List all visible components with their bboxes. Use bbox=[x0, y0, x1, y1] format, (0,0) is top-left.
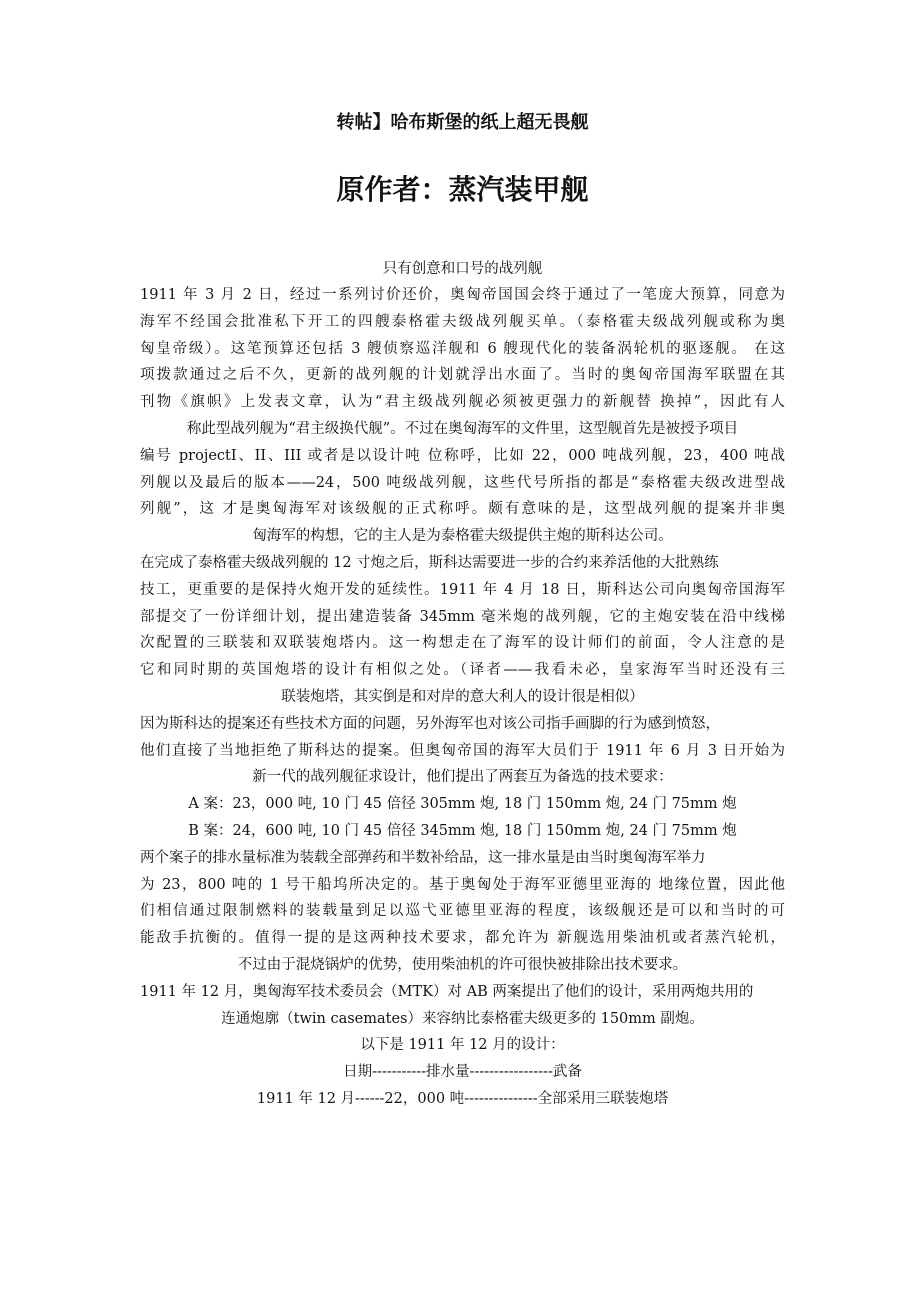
section-subtitle: 只有创意和口号的战列舰 bbox=[382, 261, 543, 277]
text-line: 它和同时期的英国炮塔的设计有相似之处。（译者——我看未必，皇家海军当时还没有三 bbox=[140, 662, 785, 679]
text-line: 1911 年 12 月，奥匈海军技术委员会（MTK）对 AB 两案提出了他们的设计，采用两炮共用的 bbox=[140, 983, 754, 1000]
text-line: 连通炮廓（twin casemates）来容纳比泰格霍夫级更多的 150mm 副炮。 bbox=[221, 1010, 704, 1027]
author-heading: 原作者：蒸汽装甲舰 bbox=[336, 173, 589, 206]
text-line: 不过由于混烧锅炉的优势，使用柴油机的许可很快被排除出技术要求。 bbox=[237, 956, 688, 973]
text-line: 能敌手抗衡的。值得一提的是这两种技术要求，都允许为 新舰选用柴油机或者蒸汽轮机， bbox=[140, 930, 785, 947]
table-row: 1911 年 12 月------22，000 吨---------------全部采用三联装炮塔 bbox=[256, 1090, 669, 1107]
table-intro: 以下是 1911 年 12 月的设计： bbox=[360, 1037, 565, 1054]
plan-b-line: B 案：24，600 吨, 10 门 45 倍径 345mm 炮, 18 门 150mm 炮, 24 门 75mm 炮 bbox=[188, 822, 737, 839]
text-line: 联装炮塔，其实倒是和对岸的意大利人的设计很是相似） bbox=[281, 688, 644, 705]
design-table bbox=[140, 1032, 785, 1112]
paragraph-1 bbox=[140, 282, 785, 550]
document-body bbox=[140, 108, 785, 1113]
plan-a-line: A 案：23，000 吨, 10 门 45 倍径 305mm 炮, 18 门 150mm 炮, 24 门 75mm 炮 bbox=[188, 796, 737, 813]
text-line: 匈海军的构想，它的主人是为泰格霍夫级提供主炮的斯科达公司。 bbox=[252, 528, 673, 545]
text-line: 部提交了一份详细计划，提出建造装备 345mm 毫米炮的战列舰，它的主炮安装在沿中线梯 bbox=[140, 608, 785, 625]
text-line: 因为斯科达的提案还有些技术方面的问题，另外海军也对该公司指手画脚的行为感到愤怒， bbox=[140, 715, 720, 732]
text-line: 为 23，800 吨的 1 号干船坞所决定的。基于奥匈处于海军亚德里亚海的 地缘位置，因此他 bbox=[140, 876, 785, 893]
text-line: 新一代的战列舰征求设计，他们提出了两套互为备选的技术要求： bbox=[252, 769, 673, 786]
text-line: 他们直接了当地拒绝了斯科达的提案。但奥匈帝国的海军大员们于 1911 年 6 月 3 日开始为 bbox=[140, 742, 785, 759]
text-line: 编号 projectI、II、III 或者是以设计吨 位称呼，比如 22，000 吨战列舰，23，400 吨战 bbox=[140, 447, 785, 464]
text-line: 们相信通过限制燃料的装载量到足以巡弋亚德里亚海的程度，该级舰还是可以和当时的可 bbox=[140, 903, 785, 920]
paragraph-4 bbox=[140, 845, 785, 979]
text-line: 海军不经国会批准私下开工的四艘泰格霍夫级战列舰买单。（泰格霍夫级战列舰或称为奥 bbox=[140, 313, 785, 330]
text-line: 匈皇帝级）。这笔预算还包括 3 艘侦察巡洋舰和 6 艘现代化的装备涡轮机的驱逐舰。 在这 bbox=[140, 340, 785, 357]
text-line: 列舰以及最后的版本——24，500 吨级战列舰，这些代号所指的都是“泰格霍夫级改进型战 bbox=[140, 474, 785, 491]
text-line: 1911 年 3 月 2 日，经过一系列讨价还价，奥匈帝国国会终于通过了一笔庞大预算，同意为 bbox=[140, 287, 785, 303]
text-line: 称此型战列舰为“君主级换代舰”。不过在奥匈海军的文件里，这型舰首先是被授予项目 bbox=[186, 420, 739, 437]
article-title: 转帖】哈布斯堡的纸上超无畏舰 bbox=[336, 112, 589, 133]
text-line: 技工，更重要的是保持火炮开发的延续性。1911 年 4 月 18 日，斯科达公司向奥匈帝国海军 bbox=[140, 581, 785, 598]
paragraph-2 bbox=[140, 550, 785, 711]
text-line: 列舰”，这 才是奥匈海军对该级舰的正式称呼。颇有意味的是，这型战列舰的提案并非奥 bbox=[140, 501, 785, 518]
text-line: 刊物《旗帜》上发表文章，认为“君主级战列舰必须被更强力的新舰替 换掉”，因此有人 bbox=[140, 394, 785, 411]
paragraph-5 bbox=[140, 979, 785, 1033]
paragraph-3 bbox=[140, 711, 785, 791]
requirements-list bbox=[140, 791, 785, 845]
text-line: 项拨款通过之后不久，更新的战列舰的计划就浮出水面了。当时的奥匈帝国海军联盟在其 bbox=[140, 367, 785, 384]
text-line: 次配置的三联装和双联装炮塔内。这一构想走在了海军的设计师们的前面，令人注意的是 bbox=[140, 635, 785, 652]
table-header: 日期-----------排水量-----------------武备 bbox=[343, 1064, 582, 1081]
text-line: 在完成了泰格霍夫级战列舰的 12 寸炮之后，斯科达需要进一步的合约来养活他的大批熟练 bbox=[140, 554, 719, 571]
text-line: 两个案子的排水量标准为装载全部弹药和半数补给品，这一排水量是由当时奥匈海军举力 bbox=[140, 849, 706, 866]
